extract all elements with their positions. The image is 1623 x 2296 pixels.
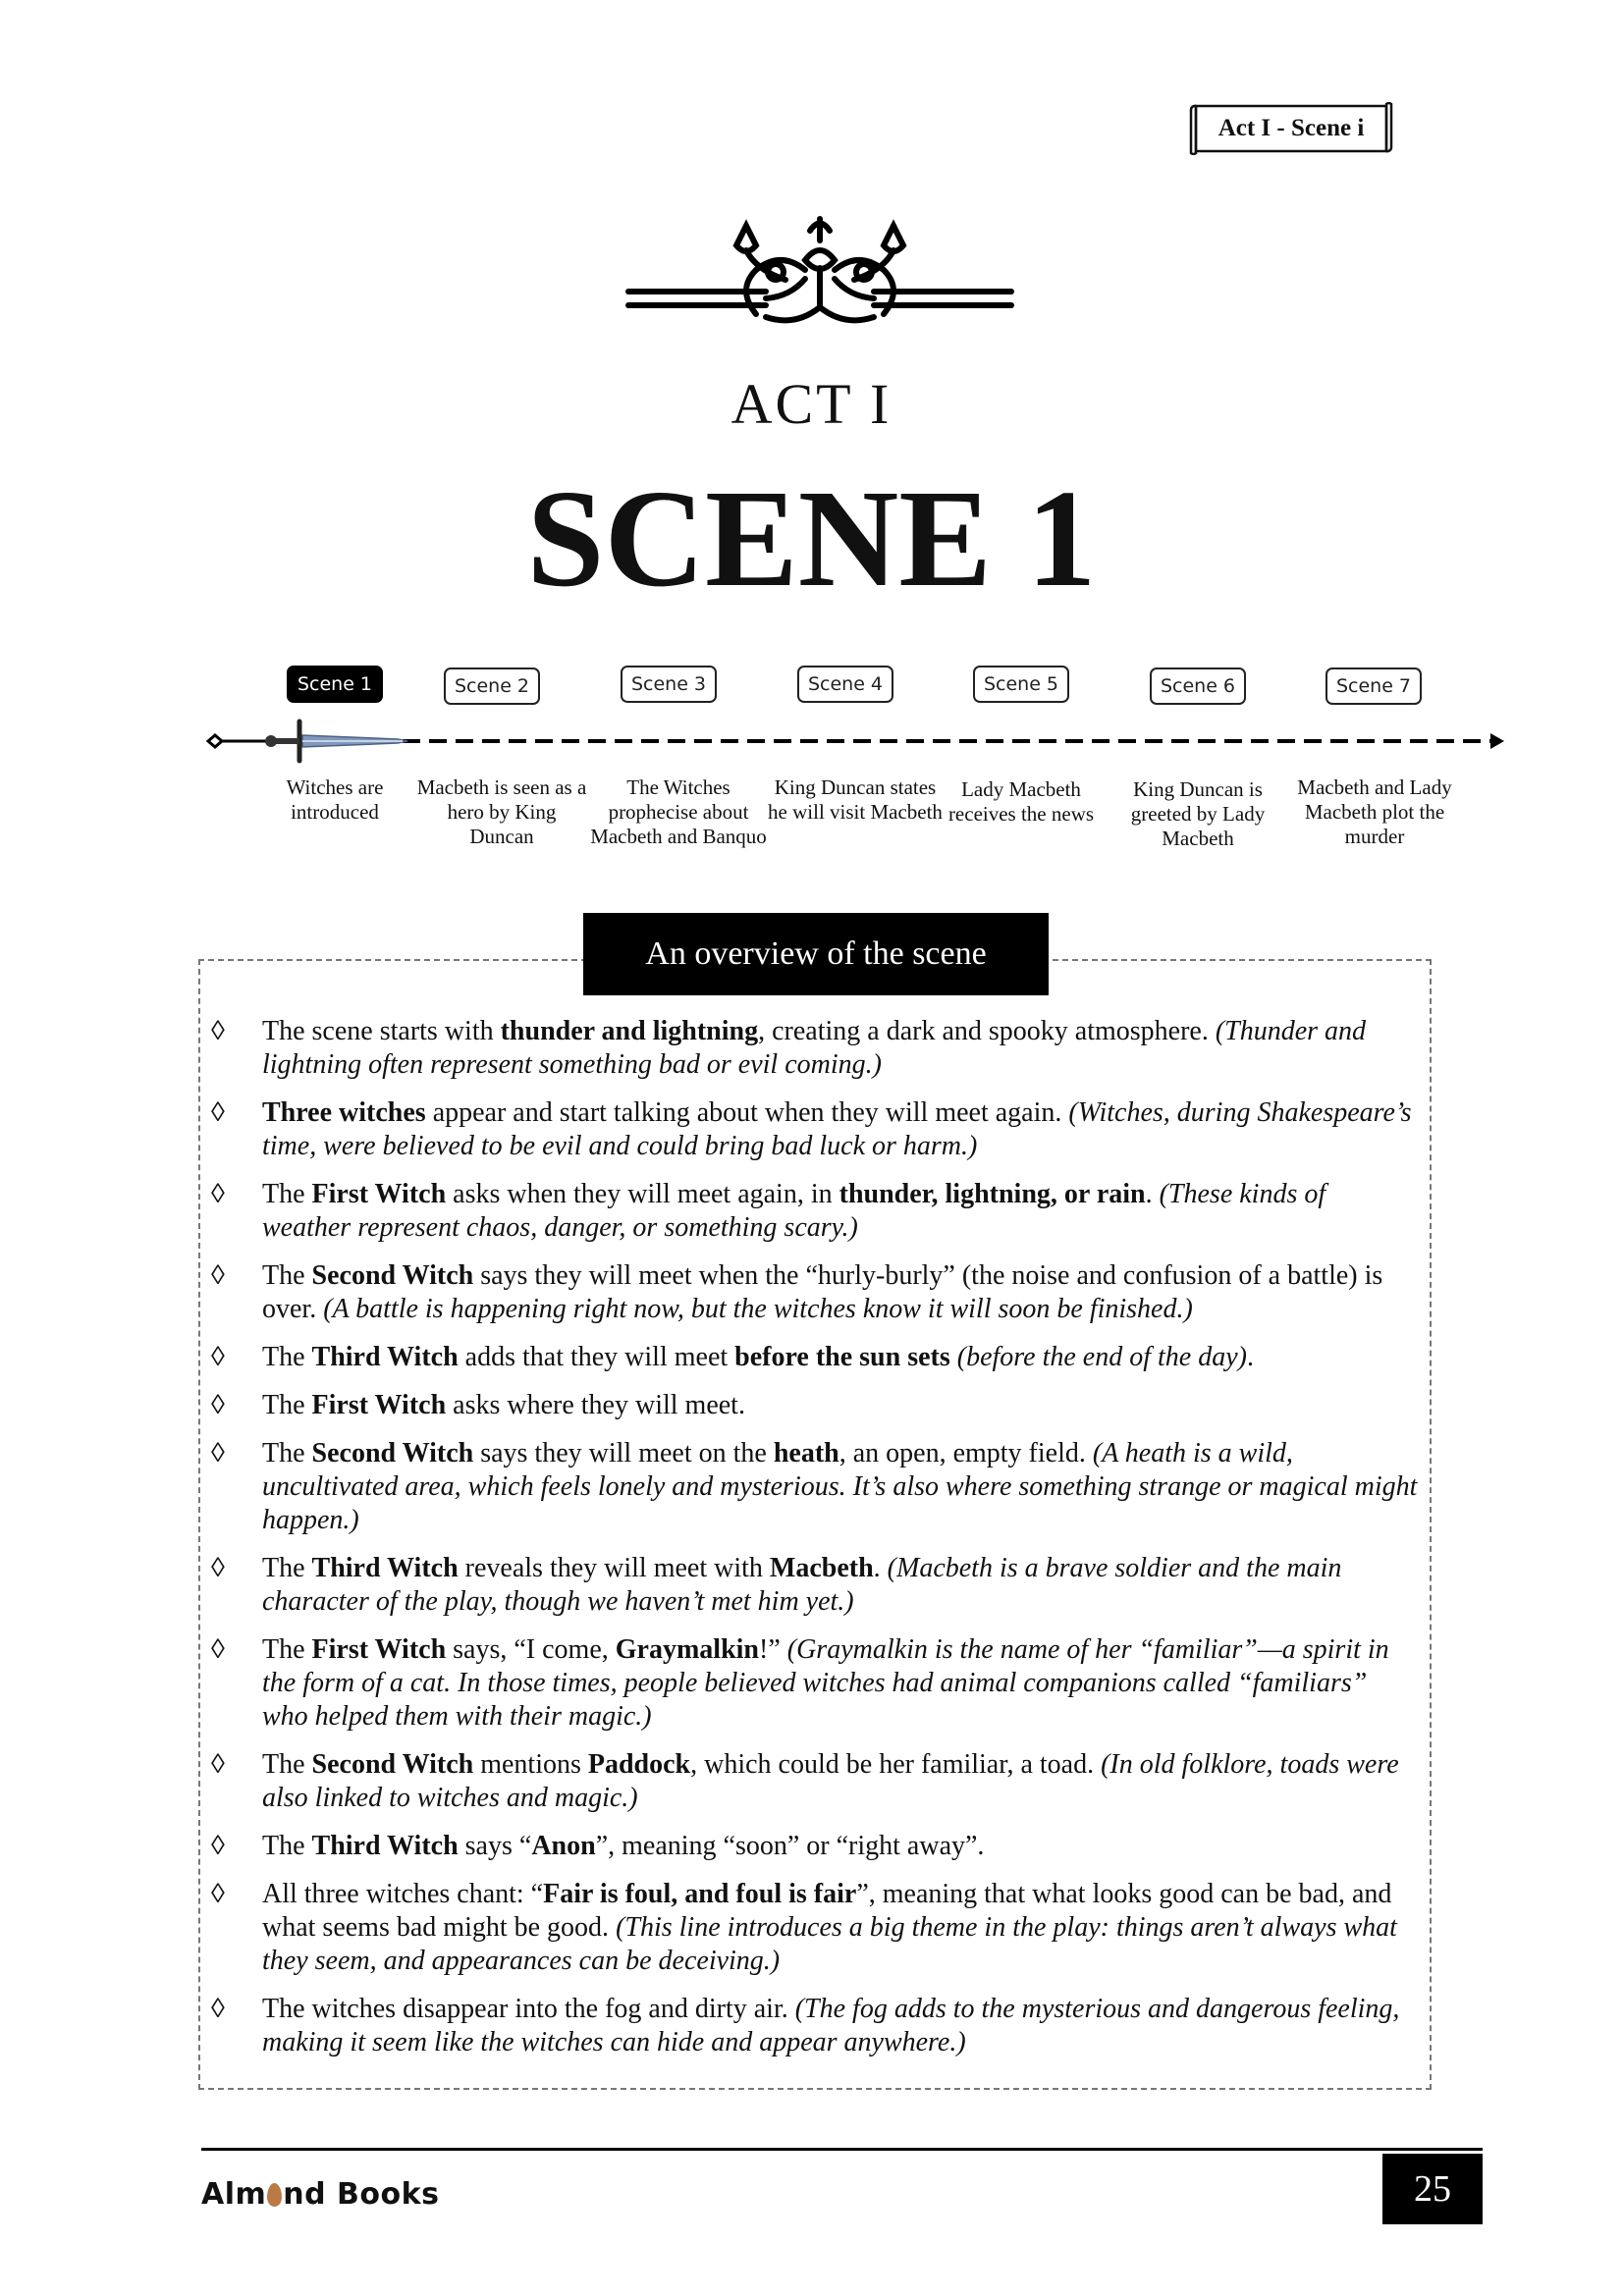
text: !” bbox=[759, 1634, 787, 1665]
text: ”, meaning that what looks good can be bad, and what seems bad might be good. bbox=[262, 1879, 1392, 1943]
tab-scene-6[interactable]: Scene 6 bbox=[1150, 667, 1246, 705]
bold-text: Macbeth bbox=[769, 1553, 874, 1583]
scene-1-description: Witches are introduced bbox=[286, 775, 384, 824]
diamond-bullet-icon: ◊ bbox=[211, 1553, 225, 1583]
bold-text: First Witch bbox=[311, 1390, 447, 1420]
text: The bbox=[262, 1831, 312, 1861]
tab-scene-2[interactable]: Scene 2 bbox=[444, 667, 540, 705]
brand-logo bbox=[201, 2177, 439, 2212]
brand-prefix: Alm bbox=[201, 2177, 267, 2212]
list-item bbox=[211, 1178, 1419, 1245]
bold-text: Paddock bbox=[587, 1749, 691, 1780]
list-item bbox=[211, 1633, 1419, 1734]
scene-6-description: King Duncan is greeted by Lady Macbeth bbox=[1130, 777, 1266, 850]
bold-text: thunder, lightning, or rain bbox=[839, 1179, 1146, 1209]
diamond-bullet-icon: ◊ bbox=[211, 1342, 225, 1372]
text: . bbox=[1145, 1179, 1160, 1209]
text: says, “I come, bbox=[446, 1634, 616, 1665]
bold-text: Second Witch bbox=[311, 1749, 474, 1780]
text: The bbox=[262, 1179, 312, 1209]
list-item bbox=[211, 1878, 1419, 1978]
text: The bbox=[262, 1260, 312, 1291]
text: All three witches chant: “ bbox=[262, 1879, 544, 1909]
list-item bbox=[211, 1552, 1419, 1619]
page-number: 25 bbox=[1382, 2154, 1483, 2224]
diamond-bullet-icon: ◊ bbox=[211, 1179, 225, 1209]
note-text: (Macbeth is a brave soldier and the main character of the play, though we haven’t met him yet.) bbox=[262, 1553, 1342, 1617]
text: . bbox=[1246, 1342, 1254, 1372]
overview-list bbox=[211, 1015, 1419, 2074]
text: The witches disappear into the fog and dirty air. bbox=[262, 1994, 795, 2024]
list-item bbox=[211, 1830, 1419, 1863]
list-item bbox=[211, 1096, 1419, 1163]
tab-scene-3[interactable]: Scene 3 bbox=[621, 666, 717, 703]
list-item bbox=[211, 1437, 1419, 1537]
diamond-bullet-icon: ◊ bbox=[211, 1831, 225, 1861]
note-text: (This line introduces a big theme in the play: things aren’t always what they seem, and appearances can be deceiving.) bbox=[262, 1912, 1397, 1976]
overview-heading: An overview of the scene bbox=[583, 913, 1049, 995]
bold-text: Third Witch bbox=[311, 1553, 459, 1583]
note-text: (Thunder and lightning often represent something bad or evil coming.) bbox=[262, 1016, 1367, 1080]
act-label: ACT I bbox=[730, 372, 893, 436]
scene-3-description: The Witches prophecise about Macbeth and Banquo bbox=[590, 775, 767, 848]
tab-scene-7[interactable]: Scene 7 bbox=[1325, 667, 1422, 705]
diamond-bullet-icon: ◊ bbox=[211, 1749, 225, 1780]
text: The scene starts with bbox=[262, 1016, 501, 1046]
note-text: (A heath is a wild, uncultivated area, which feels lonely and mysterious. It’s also where something strange or magical might happen.) bbox=[262, 1438, 1418, 1535]
timeline-line bbox=[206, 712, 1512, 771]
list-item bbox=[211, 1748, 1419, 1815]
note-text: (Graymalkin is the name of her “familiar”—a spirit in the form of a cat. In those times, people believed witches had animal companions called “familiars” who helped them with their magic.) bbox=[262, 1634, 1389, 1732]
scene-title: SCENE 1 bbox=[526, 460, 1097, 615]
footer-divider bbox=[201, 2148, 1483, 2151]
bold-text: thunder and lightning bbox=[500, 1016, 759, 1046]
note-text: (Witches, during Shakespeare’s time, were believed to be evil and could bring bad luck or harm.) bbox=[262, 1097, 1412, 1161]
bold-text: First Witch bbox=[311, 1634, 447, 1665]
tab-scene-5[interactable]: Scene 5 bbox=[973, 666, 1069, 703]
note-text: (A battle is happening right now, but the witches know it will soon be finished.) bbox=[323, 1294, 1193, 1324]
note-text: (These kinds of weather represent chaos, danger, or something scary.) bbox=[262, 1179, 1326, 1243]
sword-icon bbox=[265, 721, 407, 761]
text: says they will meet when the “hurly-burly” (the noise and confusion of a battle) is over. bbox=[262, 1260, 1383, 1324]
text: , an open, empty field. bbox=[839, 1438, 1093, 1468]
list-item bbox=[211, 1015, 1419, 1082]
diamond-bullet-icon: ◊ bbox=[211, 1390, 225, 1420]
diamond-bullet-icon: ◊ bbox=[211, 1260, 225, 1291]
diamond-bullet-icon: ◊ bbox=[211, 1634, 225, 1665]
bold-text: before the sun sets bbox=[734, 1342, 950, 1372]
text: appear and start talking about when they will meet again. bbox=[425, 1097, 1069, 1128]
diamond-bullet-icon: ◊ bbox=[211, 1097, 225, 1128]
note-text: (before the end of the day) bbox=[956, 1342, 1247, 1372]
bold-text: Third Witch bbox=[311, 1831, 459, 1861]
text: The bbox=[262, 1553, 312, 1583]
note-text: (The fog adds to the mysterious and dangerous feeling, making it seem like the witches can hide and appear anywhere.) bbox=[262, 1994, 1400, 2057]
bold-text: Third Witch bbox=[311, 1342, 459, 1372]
bold-text: Three witches bbox=[262, 1097, 426, 1128]
diamond-bullet-icon: ◊ bbox=[211, 1879, 225, 1909]
list-item bbox=[211, 1341, 1419, 1374]
text: says “ bbox=[458, 1831, 532, 1861]
thistle-ornament-icon bbox=[619, 201, 1021, 339]
list-item bbox=[211, 1259, 1419, 1326]
bold-text: First Witch bbox=[311, 1179, 447, 1209]
bold-text: Anon bbox=[531, 1831, 596, 1861]
brand-suffix: nd Books bbox=[283, 2177, 440, 2212]
text: The bbox=[262, 1438, 312, 1468]
bold-text: Second Witch bbox=[311, 1438, 474, 1468]
bold-text: Second Witch bbox=[311, 1260, 474, 1291]
section-badge bbox=[1188, 98, 1394, 159]
text: asks where they will meet. bbox=[446, 1390, 745, 1420]
text: adds that they will meet bbox=[458, 1342, 735, 1372]
bold-text: heath bbox=[773, 1438, 839, 1468]
text: asks when they will meet again, in bbox=[446, 1179, 839, 1209]
tab-scene-4[interactable]: Scene 4 bbox=[797, 666, 893, 703]
scene-7-description: Macbeth and Lady Macbeth plot the murder bbox=[1297, 775, 1452, 848]
diamond-bullet-icon: ◊ bbox=[211, 1016, 225, 1046]
scene-2-description: Macbeth is seen as a hero by King Duncan bbox=[416, 775, 587, 848]
text: reveals they will meet with bbox=[458, 1553, 770, 1583]
text: The bbox=[262, 1342, 312, 1372]
text: The bbox=[262, 1634, 312, 1665]
list-item bbox=[211, 1993, 1419, 2059]
diamond-bullet-icon: ◊ bbox=[211, 1438, 225, 1468]
text: , which could be her familiar, a toad. bbox=[690, 1749, 1102, 1780]
diamond-bullet-icon: ◊ bbox=[211, 1994, 225, 2024]
badge-label: Act I - Scene i bbox=[1217, 115, 1365, 141]
text: The bbox=[262, 1749, 312, 1780]
text: The bbox=[262, 1390, 312, 1420]
text: ”, meaning “soon” or “right away”. bbox=[595, 1831, 985, 1861]
almond-icon bbox=[267, 2183, 282, 2207]
text: , creating a dark and spooky atmosphere. bbox=[758, 1016, 1216, 1046]
tab-scene-1[interactable]: Scene 1 bbox=[287, 666, 383, 703]
bold-text: Graymalkin bbox=[615, 1634, 759, 1665]
note-text: (In old folklore, toads were also linked to witches and magic.) bbox=[262, 1749, 1399, 1813]
text: . bbox=[873, 1553, 888, 1583]
bold-text: Fair is foul, and foul is fair bbox=[543, 1879, 857, 1909]
scene-4-description: King Duncan states he will visit Macbeth bbox=[768, 775, 943, 824]
text: says they will meet on the bbox=[473, 1438, 774, 1468]
scene-5-description: Lady Macbeth receives the news bbox=[947, 777, 1095, 826]
list-item bbox=[211, 1389, 1419, 1422]
text bbox=[950, 1342, 957, 1372]
text: mentions bbox=[473, 1749, 588, 1780]
